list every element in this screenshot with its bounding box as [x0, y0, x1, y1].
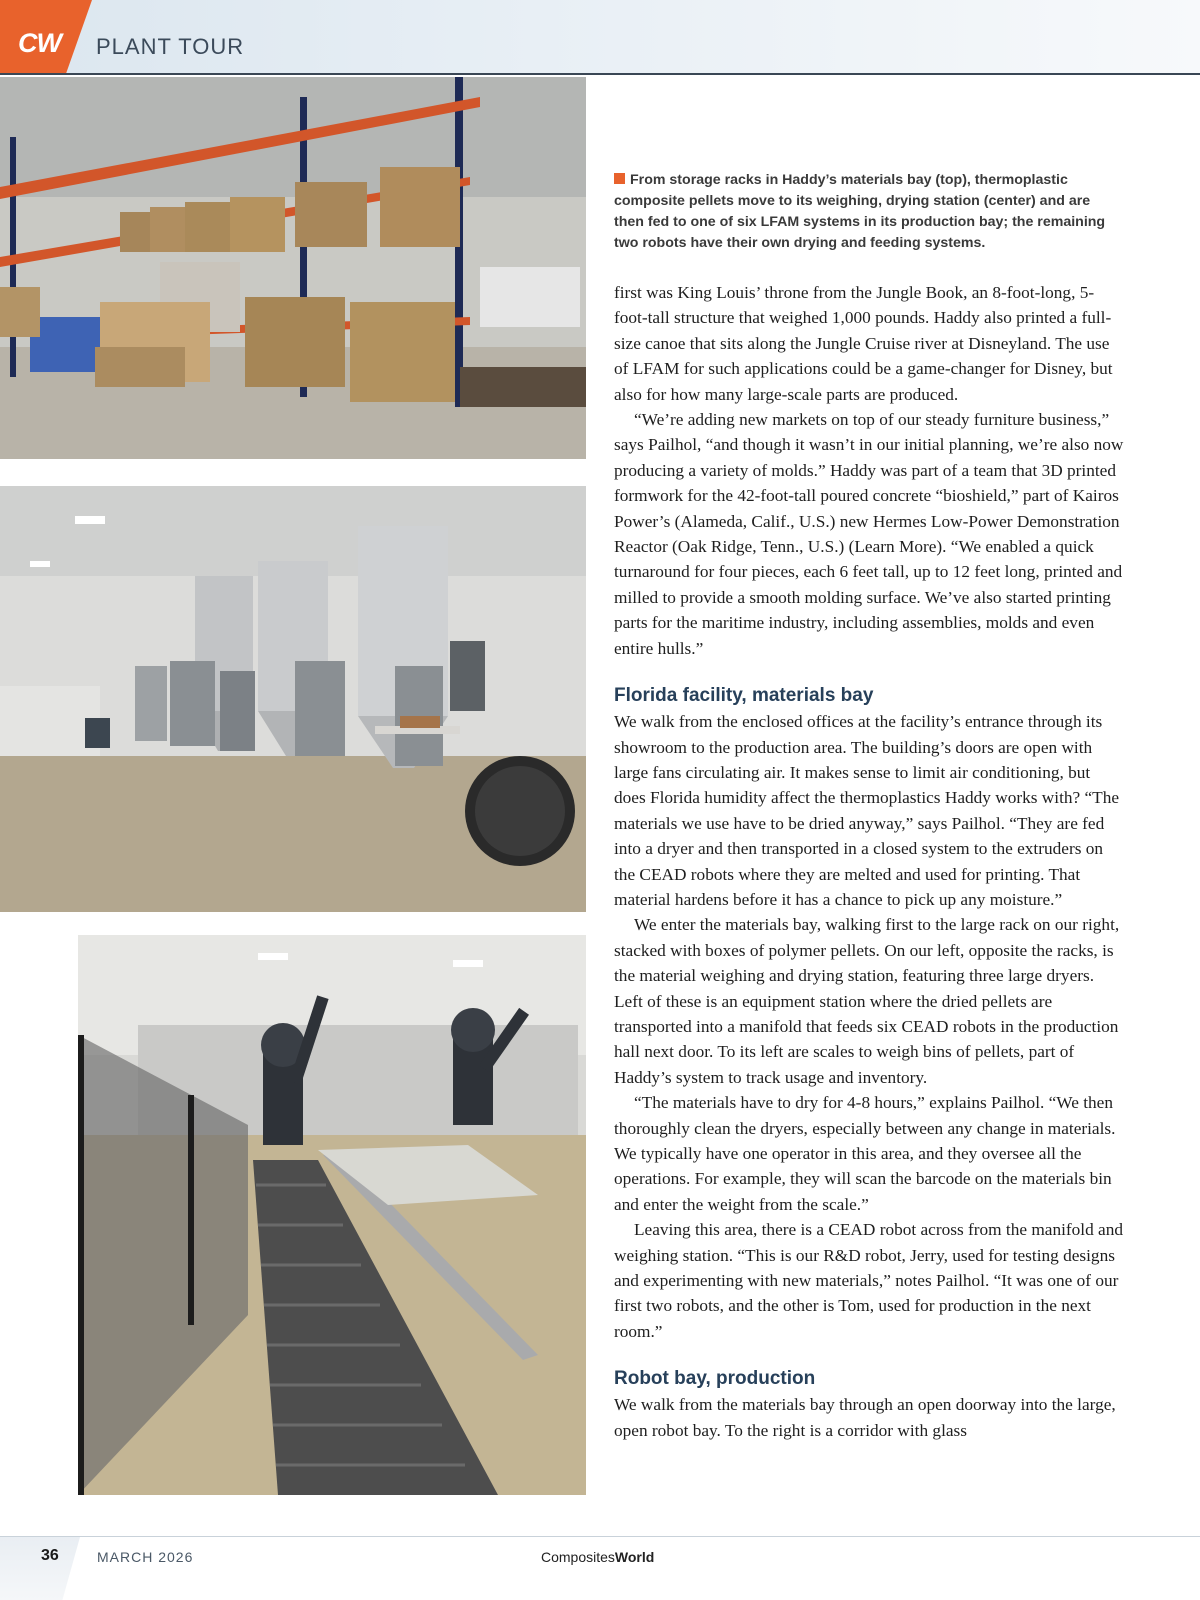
photo-caption [614, 170, 1114, 254]
body-paragraph: “The materials have to dry for 4-8 hours,” explains Pailhol. “We then thoroughly clean the dryers, especially between any change in materials. We typically have one operator in this area, and they oversee all the operations. For example, they will scan the barcode on the materials bin and enter the weight from the scale.” [614, 1093, 1116, 1214]
publication-name-light: Composites [541, 1549, 615, 1565]
page-number: 36 [41, 1547, 59, 1564]
body-paragraph: “We’re adding new markets on top of our steady furniture business,” says Pailhol, “and though it wasn’t in our initial planning, we’re also now producing a variety of molds.” Haddy was part of a team that 3D printed formwork for the 42-foot-tall poured concrete “bioshield,” part of Kairos Power’s (Alameda, Calif., U.S.) new Hermes Low-Power Demonstration Reactor (Oak Ridge, Tenn., U.S.) (Learn More). “We enabled a quick turnaround for four pieces, each 6 feet tall, up to 12 feet long, printed and milled to provide a smooth molding surface. We’ve also started printing parts for the maritime industry, including assemblies, molds and even entire hulls.” [614, 410, 1124, 658]
section-heading: Robot bay, production [614, 1368, 816, 1390]
issue-date: MARCH 2026 [97, 1549, 194, 1565]
body-paragraph: We enter the materials bay, walking first to the large rack on our right, stacked with boxes of polymer pellets. On our left, opposite the racks, is the material weighing and drying station, featuring three large dryers. Left of these is an equipment station where the dried pellets are transported into a manifold that feeds six CEAD robots in the production hall next door. To its left are scales to weigh bins of pellets, part of Haddy’s system to track usage and inventory. [614, 915, 1120, 1087]
body-paragraph: first was King Louis’ throne from the Jungle Book, an 8-foot-long, 5-foot-tall structure that weighed 1,000 pounds. Haddy also printed a full-size canoe that sits along the Jungle Cruise river at Disneyland. The use of LFAM for such applications could be a game-changer for Disney, but also for how many large-scale parts are produced. [614, 283, 1113, 404]
header-divider [0, 73, 1200, 75]
footer-divider [0, 1536, 1200, 1537]
caption-marker-icon [614, 173, 625, 184]
robot-bay-photo [78, 935, 586, 1495]
publication-name-bold: World [614, 1549, 655, 1565]
publication-name [541, 1549, 654, 1565]
body-paragraph: We walk from the enclosed offices at the facility’s entrance through its showroom to the production area. The building’s doors are open with large fans circulating air. It makes sense to limit air conditioning, but does Florida humidity affect the thermoplastics Haddy works with? “The materials we use have to be dried anyway,” says Pailhol. “They are fed into a dryer and then transported in a closed system to the extruders on the CEAD robots where they are melted and used for printing. That material hardens before it has a chance to pick up any moisture.” [614, 712, 1120, 909]
caption-text: From storage racks in Haddy’s materials bay (top), thermoplastic composite pellets move to its weighing, drying station (center) and are then fed to one of six LFAM systems in its production bay; the remaining two robots have their own drying and feeding systems. [614, 172, 1106, 251]
page-header [0, 0, 1200, 75]
warehouse-racks-photo [0, 77, 586, 459]
body-paragraph: Leaving this area, there is a CEAD robot across from the manifold and weighing station. “This is our R&D robot, Jerry, used for testing designs and experimenting with new materials,” notes Pailhol. “It was one of our first two robots, and the other is Tom, used for production in the next room.” [614, 1220, 1124, 1341]
section-title: PLANT TOUR [96, 34, 245, 59]
magazine-logo: CW [18, 28, 61, 58]
body-paragraph: We walk from the materials bay through an open doorway into the large, open robot bay. To the right is a corridor with glass [614, 1395, 1116, 1440]
article-body [614, 280, 1126, 1443]
section-heading: Florida facility, materials bay [614, 685, 874, 707]
footer-tab [0, 1537, 80, 1600]
dryer-station-photo [0, 486, 586, 912]
